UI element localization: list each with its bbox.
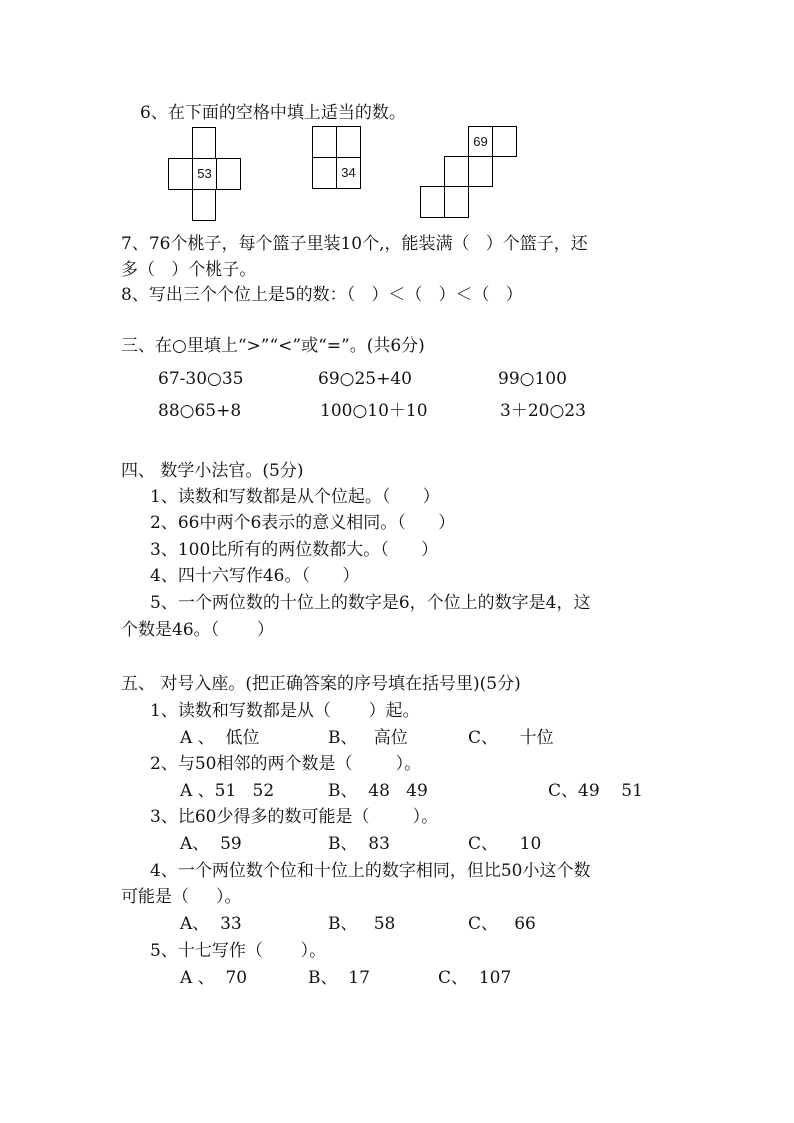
section4-title: 四、 数学小法官。(5分) xyxy=(121,461,304,481)
compare-item: 69○25+40 xyxy=(318,369,412,389)
grid-cell-blank[interactable] xyxy=(312,126,337,158)
grid-cell-blank[interactable] xyxy=(216,158,241,190)
choice-q4-line1: 4、一个两位数个位和十位上的数字相同，但比50小这个数 xyxy=(150,861,591,881)
section5-title: 五、 对号入座。(把正确答案的序号填在括号里)(5分) xyxy=(121,674,521,694)
grid-cell-blank[interactable] xyxy=(312,157,337,189)
choice-q1: 1、读数和写数都是从（ ）起。 xyxy=(150,701,420,721)
compare-item: 3＋20○23 xyxy=(500,401,586,421)
compare-item: 67-30○35 xyxy=(158,369,244,389)
grid-cell-given: 34 xyxy=(336,157,361,189)
compare-item: 88○65+8 xyxy=(158,401,242,421)
grid-cell-blank[interactable] xyxy=(444,186,469,218)
grid-cell-blank[interactable] xyxy=(336,126,361,158)
choice-option[interactable]: B、 高位 xyxy=(328,728,408,748)
compare-item: 100○10＋10 xyxy=(320,401,428,421)
choice-q3: 3、比60少得多的数可能是（ ）。 xyxy=(150,807,439,827)
choice-q5: 5、十七写作（ ）。 xyxy=(150,941,327,961)
choice-option[interactable]: A、 33 xyxy=(180,914,242,934)
grid-cell-blank[interactable] xyxy=(420,186,445,218)
q7-line1: 7、76个桃子，每个篮子里装10个,，能装满（ ）个篮子，还 xyxy=(121,234,588,254)
grid-cell-blank[interactable] xyxy=(168,158,193,190)
q6-title: 6、在下面的空格中填上适当的数。 xyxy=(140,103,406,123)
choice-option[interactable]: B、 58 xyxy=(328,914,396,934)
judge-item-4: 4、四十六写作46。（ ） xyxy=(150,566,360,586)
grid-cell-blank[interactable] xyxy=(492,126,517,157)
judge-item-3: 3、100比所有的两位数都大。（ ） xyxy=(150,540,439,560)
grid-cell-blank[interactable] xyxy=(468,156,493,187)
choice-option[interactable]: B、 17 xyxy=(308,968,370,988)
judge-item-1: 1、读数和写数都是从个位起。（ ） xyxy=(150,487,440,507)
judge-item-2: 2、66中两个6表示的意义相同。（ ） xyxy=(150,513,456,533)
q8-text: 8、写出三个个位上是5的数：（ ）＜（ ）＜（ ） xyxy=(121,285,523,305)
choice-option[interactable]: B、 48 49 xyxy=(328,781,428,801)
choice-q2: 2、与50相邻的两个数是（ ）。 xyxy=(150,754,422,774)
choice-option[interactable]: C、 10 xyxy=(468,834,542,854)
choice-option[interactable]: C、49 51 xyxy=(548,781,643,801)
choice-option[interactable]: B、 83 xyxy=(328,834,390,854)
q7-line2: 多（ ）个桃子。 xyxy=(121,260,257,280)
choice-option[interactable]: C、 十位 xyxy=(468,728,554,748)
grid-cell-given: 69 xyxy=(468,126,493,157)
judge-item-5-cont: 个数是46。（ ） xyxy=(121,620,274,640)
choice-option[interactable]: A 、51 52 xyxy=(180,781,275,801)
grid-cell-blank[interactable] xyxy=(444,156,469,187)
choice-option[interactable]: C、 107 xyxy=(438,968,512,988)
grid-cell-given: 53 xyxy=(192,158,217,190)
grid-cell-blank[interactable] xyxy=(192,189,216,221)
section3-title: 三、在○里填上“>”“<”或“=”。(共6分) xyxy=(121,336,425,356)
choice-option[interactable]: C、 66 xyxy=(468,914,536,934)
judge-item-5: 5、一个两位数的十位上的数字是6，个位上的数字是4，这 xyxy=(150,593,591,613)
choice-option[interactable]: A 、 低位 xyxy=(180,728,260,748)
choice-q4-line2: 可能是（ ）。 xyxy=(121,887,242,907)
compare-item: 99○100 xyxy=(498,369,567,389)
choice-option[interactable]: A、 59 xyxy=(180,834,242,854)
grid-cell-blank[interactable] xyxy=(192,127,216,159)
choice-option[interactable]: A 、 70 xyxy=(180,968,248,988)
